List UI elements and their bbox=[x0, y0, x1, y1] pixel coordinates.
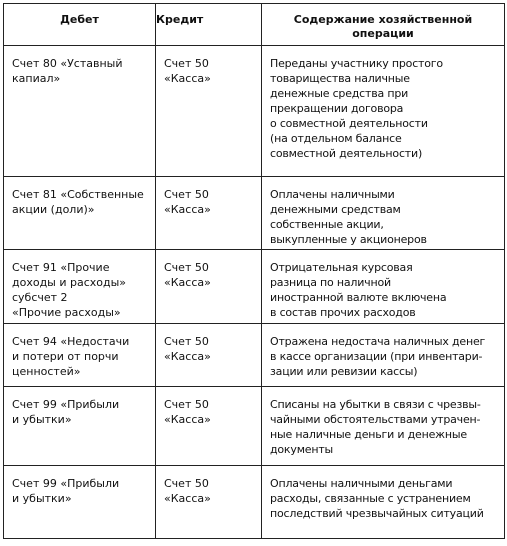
cell-credit: Счет 50 «Касса» bbox=[156, 177, 262, 250]
cell-credit: Счет 50 «Касса» bbox=[156, 387, 262, 466]
header-credit: Кредит bbox=[156, 4, 262, 46]
cell-debit: Счет 99 «Прибыли и убытки» bbox=[4, 466, 156, 539]
table-row bbox=[4, 177, 505, 250]
cell-credit: Счет 50 «Касса» bbox=[156, 250, 262, 324]
table-row bbox=[4, 250, 505, 324]
table-body bbox=[4, 46, 505, 539]
cell-debit: Счет 94 «Недостачи и потери от порчи ценностей» bbox=[4, 324, 156, 387]
cell-debit: Счет 81 «Собственные акции (доли)» bbox=[4, 177, 156, 250]
table-row bbox=[4, 324, 505, 387]
accounting-entries-table bbox=[3, 3, 505, 539]
table-row bbox=[4, 387, 505, 466]
cell-debit: Счет 80 «Уставный капиал» bbox=[4, 46, 156, 177]
cell-credit: Счет 50 «Касса» bbox=[156, 324, 262, 387]
cell-credit: Счет 50 «Касса» bbox=[156, 466, 262, 539]
cell-debit: Счет 91 «Прочие доходы и расходы» субсчет 2 «Прочие расходы» bbox=[4, 250, 156, 324]
cell-description: Отрицательная курсовая разница по наличной иностранной валюте включена в состав прочих расходов bbox=[262, 250, 505, 324]
table-row bbox=[4, 466, 505, 539]
cell-description: Переданы участнику простого товарищества наличные денежные средства при прекращении договора о совместной деятельности (на отдельном балансе совместной деятельности) bbox=[262, 46, 505, 177]
cell-description: Списаны на убытки в связи с чрезвы- чайными обстоятельствами утрачен- ные наличные деньги и денежные документы bbox=[262, 387, 505, 466]
header-description: Содержание хозяйственной операции bbox=[262, 4, 505, 46]
table-row bbox=[4, 46, 505, 177]
cell-description: Оплачены наличными деньгами расходы, связанные с устранением последствий чрезвычайных ситуаций bbox=[262, 466, 505, 539]
cell-description: Оплачены наличными денежными средствам собственные акции, выкупленные у акционеров bbox=[262, 177, 505, 250]
cell-description: Отражена недостача наличных денег в кассе организации (при инвентари- зации или ревизии кассы) bbox=[262, 324, 505, 387]
cell-debit: Счет 99 «Прибыли и убытки» bbox=[4, 387, 156, 466]
table-header bbox=[4, 4, 505, 46]
cell-credit: Счет 50 «Касса» bbox=[156, 46, 262, 177]
header-row bbox=[4, 4, 505, 46]
header-debit: Дебет bbox=[4, 4, 156, 46]
